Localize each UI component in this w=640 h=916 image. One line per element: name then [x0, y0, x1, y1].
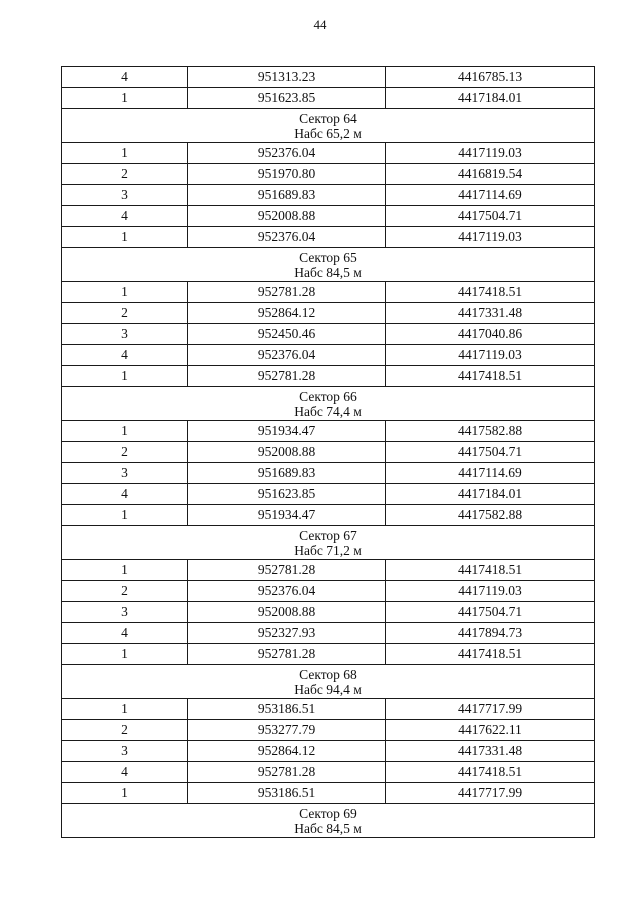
point-number-cell: 1 — [62, 143, 188, 164]
y-coordinate-cell: 4417504.71 — [386, 206, 595, 227]
x-coordinate-cell: 952008.88 — [188, 206, 386, 227]
point-number-cell: 4 — [62, 345, 188, 366]
table-row — [62, 282, 595, 303]
y-coordinate-cell: 4417717.99 — [386, 699, 595, 720]
point-number-cell: 3 — [62, 185, 188, 206]
table-row — [62, 143, 595, 164]
table-row — [62, 303, 595, 324]
sector-absolute-height: Набс 84,5 м — [294, 264, 362, 280]
table-row — [62, 88, 595, 109]
x-coordinate-cell: 952008.88 — [188, 602, 386, 623]
table-row — [62, 463, 595, 484]
table-row — [62, 505, 595, 526]
point-number-cell: 1 — [62, 505, 188, 526]
x-coordinate-cell: 953186.51 — [188, 783, 386, 804]
x-coordinate-cell: 952008.88 — [188, 442, 386, 463]
table-row — [62, 421, 595, 442]
sector-header-row — [62, 109, 595, 143]
y-coordinate-cell: 4417331.48 — [386, 303, 595, 324]
x-coordinate-cell: 952376.04 — [188, 581, 386, 602]
x-coordinate-cell: 952781.28 — [188, 762, 386, 783]
y-coordinate-cell: 4417114.69 — [386, 463, 595, 484]
y-coordinate-cell: 4417418.51 — [386, 762, 595, 783]
table-row — [62, 484, 595, 505]
y-coordinate-cell: 4417119.03 — [386, 581, 595, 602]
sector-absolute-height: Набс 84,5 м — [294, 820, 362, 836]
sector-title: Сектор 69 — [299, 805, 357, 821]
sector-title: Сектор 68 — [299, 666, 357, 682]
point-number-cell: 4 — [62, 623, 188, 644]
point-number-cell: 1 — [62, 227, 188, 248]
y-coordinate-cell: 4417040.86 — [386, 324, 595, 345]
point-number-cell: 1 — [62, 88, 188, 109]
y-coordinate-cell: 4416785.13 — [386, 67, 595, 88]
point-number-cell: 3 — [62, 741, 188, 762]
sector-header-cell — [62, 248, 595, 282]
y-coordinate-cell: 4417504.71 — [386, 602, 595, 623]
table-row — [62, 67, 595, 88]
sector-header-row — [62, 248, 595, 282]
table-row — [62, 699, 595, 720]
table-row — [62, 783, 595, 804]
y-coordinate-cell: 4417418.51 — [386, 366, 595, 387]
coordinates-table — [61, 66, 595, 838]
y-coordinate-cell: 4417504.71 — [386, 442, 595, 463]
sector-header-cell — [62, 526, 595, 560]
x-coordinate-cell: 951623.85 — [188, 484, 386, 505]
sector-title: Сектор 67 — [299, 527, 357, 543]
sector-header-cell — [62, 109, 595, 143]
point-number-cell: 1 — [62, 783, 188, 804]
table-row — [62, 623, 595, 644]
x-coordinate-cell: 953186.51 — [188, 699, 386, 720]
point-number-cell: 2 — [62, 164, 188, 185]
sector-absolute-height: Набс 65,2 м — [294, 125, 362, 141]
x-coordinate-cell: 952781.28 — [188, 644, 386, 665]
point-number-cell: 2 — [62, 303, 188, 324]
sector-header-cell — [62, 665, 595, 699]
table-row — [62, 227, 595, 248]
point-number-cell: 1 — [62, 421, 188, 442]
y-coordinate-cell: 4417418.51 — [386, 282, 595, 303]
point-number-cell: 3 — [62, 463, 188, 484]
table-row — [62, 581, 595, 602]
y-coordinate-cell: 4417119.03 — [386, 345, 595, 366]
x-coordinate-cell: 953277.79 — [188, 720, 386, 741]
x-coordinate-cell: 952864.12 — [188, 303, 386, 324]
x-coordinate-cell: 952376.04 — [188, 345, 386, 366]
y-coordinate-cell: 4417184.01 — [386, 88, 595, 109]
x-coordinate-cell: 952376.04 — [188, 143, 386, 164]
x-coordinate-cell: 951689.83 — [188, 185, 386, 206]
point-number-cell: 3 — [62, 602, 188, 623]
point-number-cell: 1 — [62, 282, 188, 303]
sector-header-row — [62, 387, 595, 421]
table-row — [62, 560, 595, 581]
point-number-cell: 1 — [62, 699, 188, 720]
sector-header-cell — [62, 387, 595, 421]
point-number-cell: 4 — [62, 206, 188, 227]
coordinates-table-body — [62, 67, 595, 838]
sector-header-row — [62, 804, 595, 838]
point-number-cell: 3 — [62, 324, 188, 345]
x-coordinate-cell: 951970.80 — [188, 164, 386, 185]
sector-absolute-height: Набс 71,2 м — [294, 542, 362, 558]
y-coordinate-cell: 4417622.11 — [386, 720, 595, 741]
x-coordinate-cell: 951689.83 — [188, 463, 386, 484]
sector-title: Сектор 65 — [299, 249, 357, 265]
table-row — [62, 762, 595, 783]
point-number-cell: 1 — [62, 560, 188, 581]
point-number-cell: 4 — [62, 484, 188, 505]
point-number-cell: 4 — [62, 762, 188, 783]
point-number-cell: 4 — [62, 67, 188, 88]
y-coordinate-cell: 4417418.51 — [386, 644, 595, 665]
y-coordinate-cell: 4417119.03 — [386, 143, 595, 164]
table-row — [62, 366, 595, 387]
y-coordinate-cell: 4417582.88 — [386, 505, 595, 526]
x-coordinate-cell: 952781.28 — [188, 282, 386, 303]
table-row — [62, 720, 595, 741]
sector-title: Сектор 66 — [299, 388, 357, 404]
sector-absolute-height: Набс 74,4 м — [294, 403, 362, 419]
table-row — [62, 442, 595, 463]
table-row — [62, 602, 595, 623]
x-coordinate-cell: 952450.46 — [188, 324, 386, 345]
x-coordinate-cell: 952327.93 — [188, 623, 386, 644]
table-row — [62, 324, 595, 345]
x-coordinate-cell: 951623.85 — [188, 88, 386, 109]
y-coordinate-cell: 4417582.88 — [386, 421, 595, 442]
y-coordinate-cell: 4417184.01 — [386, 484, 595, 505]
x-coordinate-cell: 951313.23 — [188, 67, 386, 88]
y-coordinate-cell: 4416819.54 — [386, 164, 595, 185]
y-coordinate-cell: 4417114.69 — [386, 185, 595, 206]
y-coordinate-cell: 4417717.99 — [386, 783, 595, 804]
y-coordinate-cell: 4417894.73 — [386, 623, 595, 644]
y-coordinate-cell: 4417119.03 — [386, 227, 595, 248]
page-number: 44 — [313, 17, 327, 32]
point-number-cell: 2 — [62, 442, 188, 463]
x-coordinate-cell: 952781.28 — [188, 366, 386, 387]
x-coordinate-cell: 952864.12 — [188, 741, 386, 762]
sector-header-row — [62, 665, 595, 699]
table-row — [62, 741, 595, 762]
x-coordinate-cell: 951934.47 — [188, 421, 386, 442]
point-number-cell: 1 — [62, 366, 188, 387]
sector-header-cell — [62, 804, 595, 838]
sector-absolute-height: Набс 94,4 м — [294, 681, 362, 697]
table-row — [62, 185, 595, 206]
x-coordinate-cell: 952376.04 — [188, 227, 386, 248]
sector-header-row — [62, 526, 595, 560]
table-row — [62, 644, 595, 665]
table-row — [62, 345, 595, 366]
x-coordinate-cell: 952781.28 — [188, 560, 386, 581]
table-row — [62, 206, 595, 227]
table-row — [62, 164, 595, 185]
point-number-cell: 2 — [62, 581, 188, 602]
y-coordinate-cell: 4417418.51 — [386, 560, 595, 581]
x-coordinate-cell: 951934.47 — [188, 505, 386, 526]
sector-title: Сектор 64 — [299, 110, 357, 126]
y-coordinate-cell: 4417331.48 — [386, 741, 595, 762]
point-number-cell: 2 — [62, 720, 188, 741]
point-number-cell: 1 — [62, 644, 188, 665]
